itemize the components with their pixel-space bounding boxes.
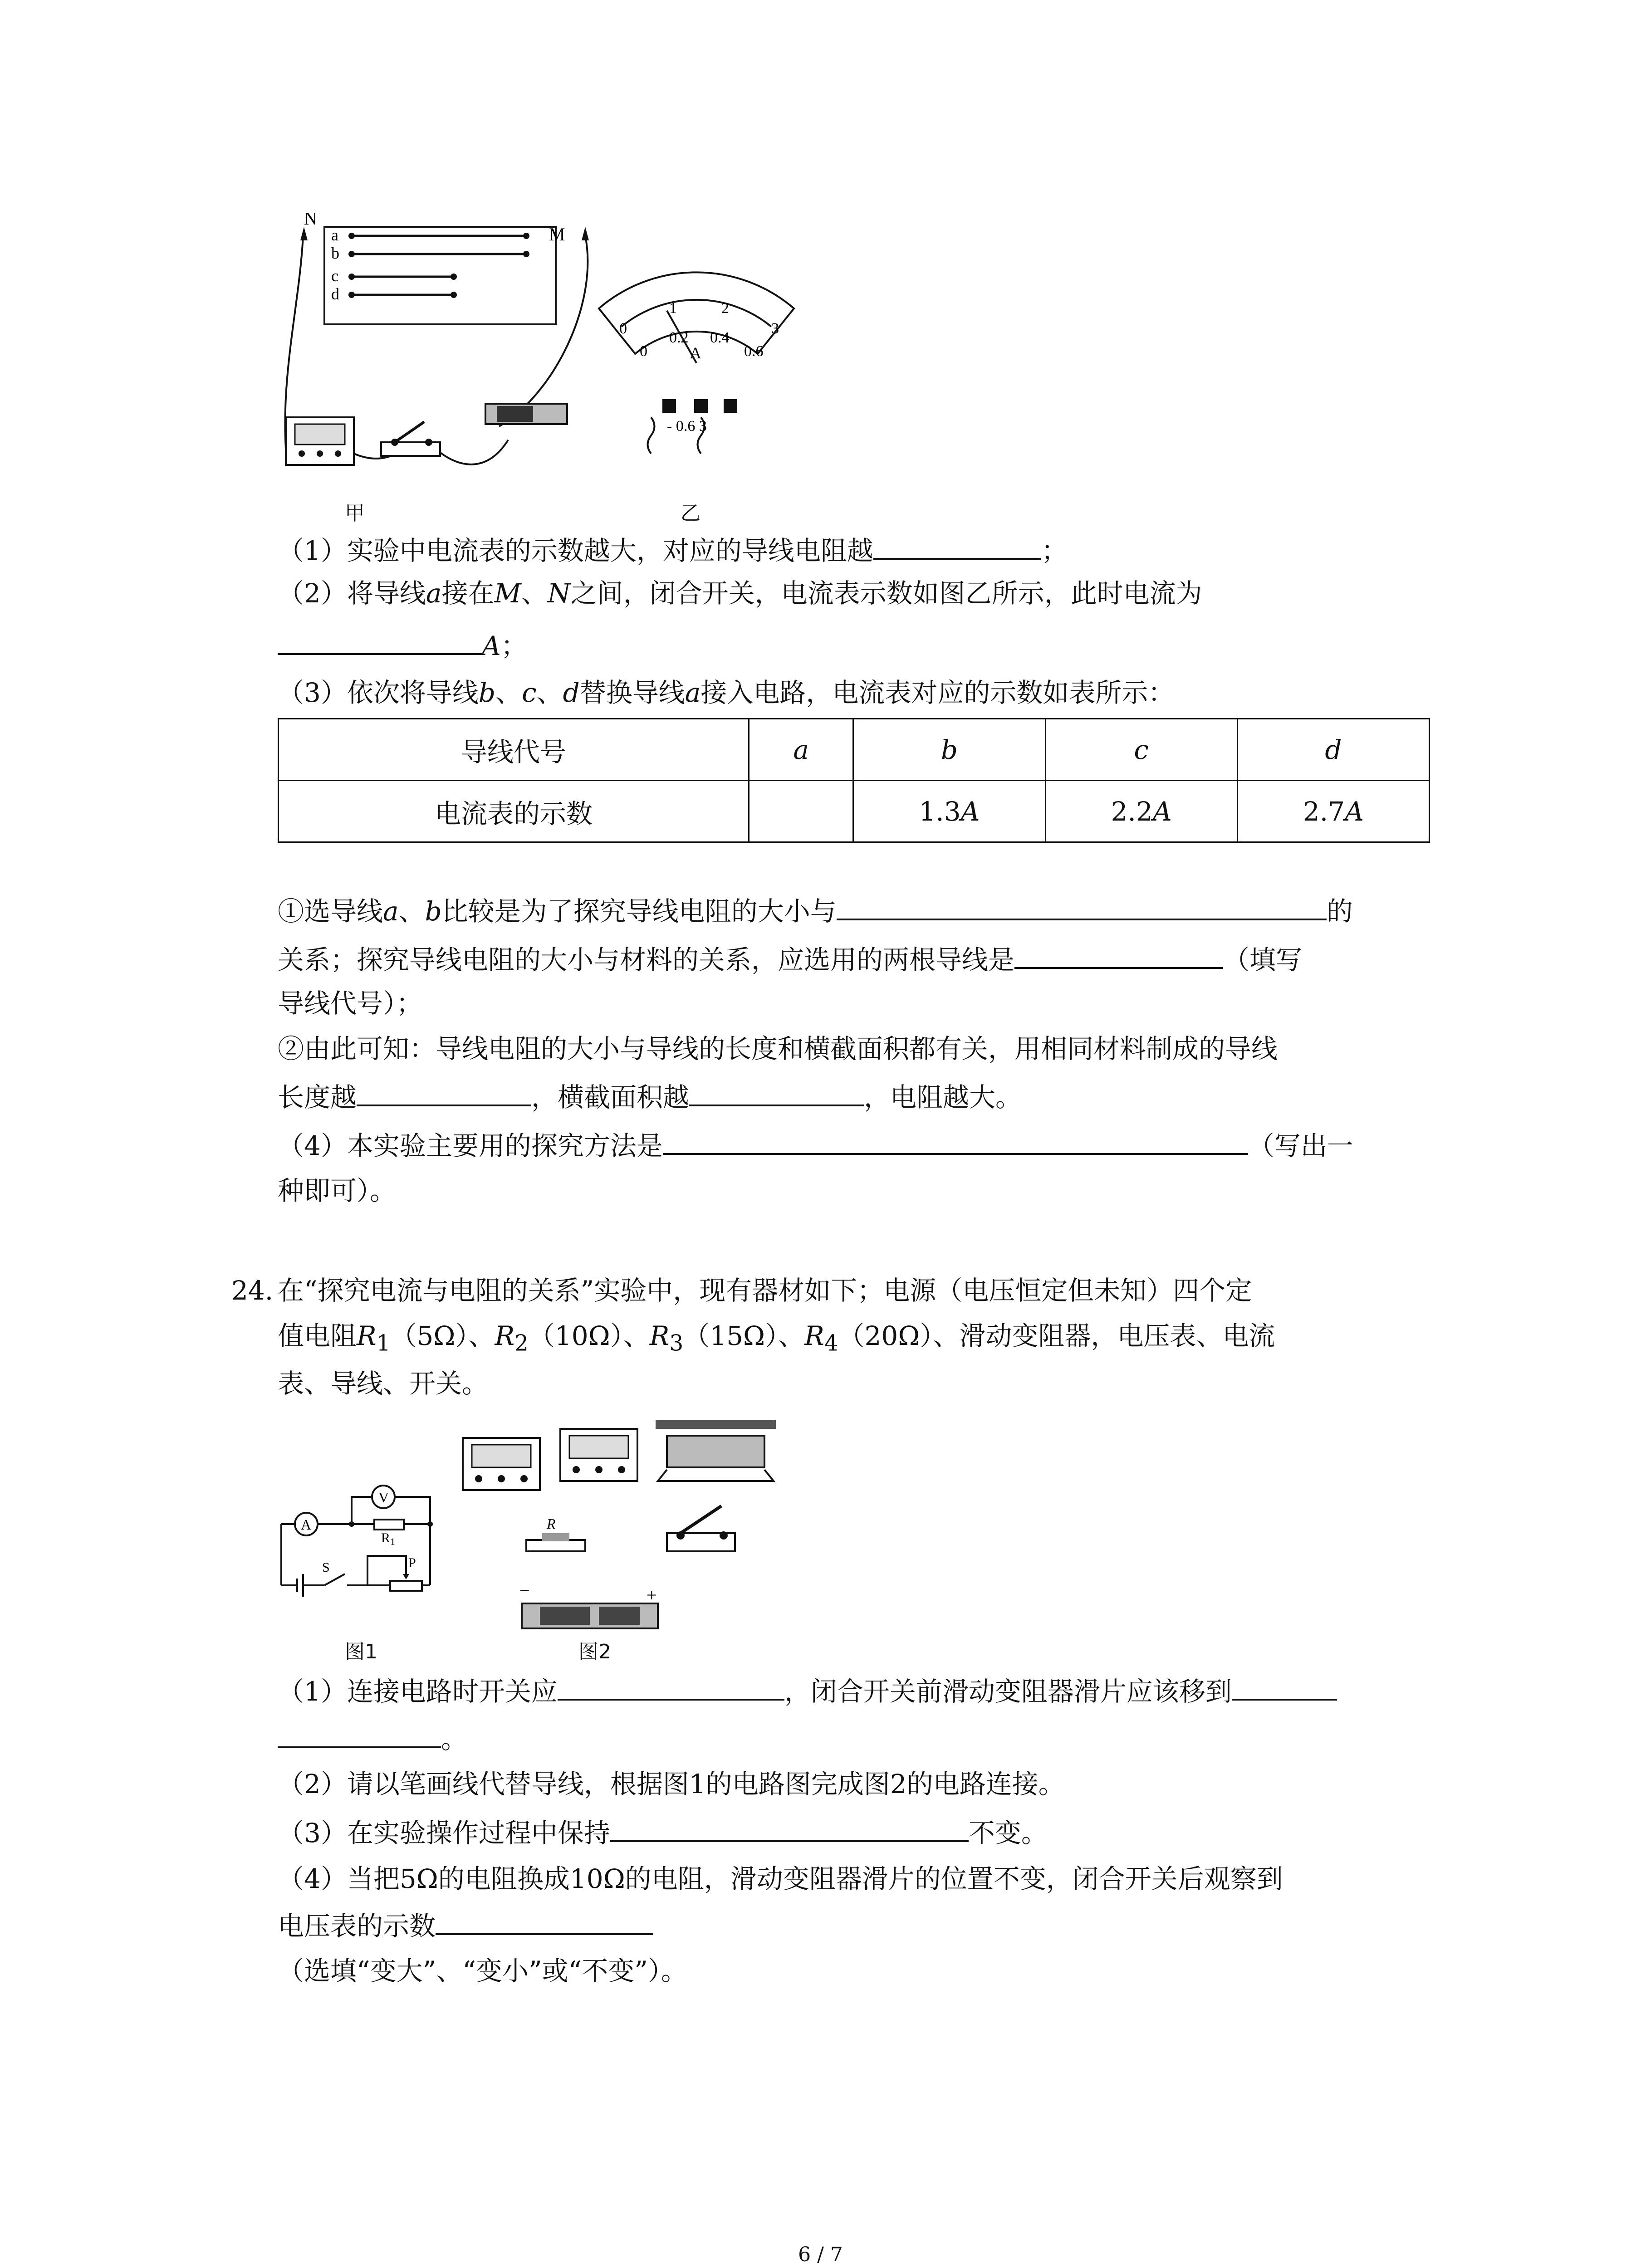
- label-c: c: [331, 267, 338, 285]
- q23-part4-line2: 种即可）。: [278, 1175, 397, 1206]
- battery-plus: +: [647, 1585, 657, 1605]
- table-cell-c: c: [1045, 719, 1237, 781]
- table-cell-d: d: [1237, 719, 1429, 781]
- meter-tick-bottom-2: 0.4: [710, 329, 730, 346]
- q24-part4-line3: （选填“变大”、“变小”或“不变”）。: [278, 1955, 687, 1986]
- figure-label-yi: 乙: [681, 502, 700, 525]
- q23-sub1-line2: 关系；探究导线电阻的大小与材料的关系，应选用的两根导线是 （填写: [278, 940, 1302, 978]
- meter-tick-top-2: 2: [721, 300, 729, 317]
- label-d: d: [331, 285, 339, 303]
- blank-current[interactable]: [278, 626, 482, 655]
- q23-part3: （3）依次将导线b、c、d替换导线a接入电路，电流表对应的示数如表所示：: [278, 677, 1175, 708]
- meter-tick-top-1: 1: [669, 300, 677, 317]
- figure-2-equipment: [454, 1420, 794, 1656]
- q23-sub1-line3: 导线代号）；: [278, 988, 423, 1019]
- q23-part2: （2）将导线a接在M、N之间，闭合开关，电流表示数如图乙所示，此时电流为: [278, 578, 1202, 609]
- blank-switch-state[interactable]: [558, 1672, 784, 1701]
- meter-tick-bottom-1: 0.2: [669, 329, 689, 346]
- table-row: [279, 719, 1430, 781]
- blank-slider-pos-b[interactable]: [278, 1719, 441, 1748]
- blank-length[interactable]: [357, 1077, 531, 1106]
- blank-voltmeter-change[interactable]: [436, 1906, 653, 1935]
- q24-part1: （1）连接电路时开关应 ，闭合开关前滑动变阻器滑片应该移到: [278, 1672, 1337, 1710]
- figure-label-1: 图1: [345, 1640, 377, 1663]
- resistor-label-R: R: [547, 1515, 556, 1532]
- q23-part1: （1）实验中电流表的示数越大，对应的导线电阻越 ；: [278, 531, 1068, 569]
- battery-minus: −: [519, 1580, 530, 1601]
- q23-sub2-line2: 长度越 ，横截面积越 ，电阻越大。: [278, 1077, 1022, 1115]
- label-a: a: [331, 226, 338, 244]
- q24-number: 24.: [231, 1275, 274, 1306]
- label-M: M: [549, 224, 565, 244]
- q24-part4: （4）当把5Ω的电阻换成10Ω的电阻，滑动变阻器滑片的位置不变，闭合开关后观察到: [278, 1863, 1283, 1894]
- label-b: b: [331, 244, 339, 262]
- label-N: N: [304, 213, 317, 229]
- symbol-R1: $R_1$: [381, 1530, 396, 1547]
- figure-label-jia: 甲: [345, 502, 365, 525]
- q23-part2-line2: A；: [278, 626, 527, 664]
- table-value-a[interactable]: [749, 781, 853, 842]
- wire-current-table: [278, 718, 1430, 843]
- figure-label-2: 图2: [578, 1640, 611, 1663]
- table-row: [279, 781, 1430, 842]
- q24-part2: （2）请以笔画线代替导线，根据图1的电路图完成图2的电路连接。: [278, 1769, 1065, 1799]
- page-number: 6 / 7: [798, 2243, 843, 2266]
- blank-resistance[interactable]: [873, 531, 1041, 560]
- symbol-S: S: [322, 1560, 330, 1575]
- meter-tick-bottom-0: 0: [640, 343, 647, 360]
- blank-slider-pos-a[interactable]: [1232, 1672, 1337, 1701]
- table-head-reading: 电流表的示数: [279, 781, 749, 842]
- table-value-c: 2.2A: [1045, 781, 1237, 842]
- figure-jia-circuit: [272, 213, 907, 531]
- table-cell-a: a: [749, 719, 853, 781]
- symbol-A: A: [301, 1516, 312, 1533]
- q24-stem-line2: 值电阻$R_1(5\Omega)$、$R_2(10\Omega)$、$R_3(15\Omega)$、$R_4(20\Omega)$、滑动变阻器，电压表、电流: [278, 1320, 1275, 1356]
- q23-part4: （4）本实验主要用的探究方法是 （写出一: [278, 1126, 1353, 1164]
- symbol-P: P: [408, 1555, 416, 1570]
- symbol-V: V: [378, 1489, 389, 1505]
- q24-stem-line1: 在“探究电流与电阻的关系”实验中，现有器材如下；电源（电压恒定但未知）四个定: [278, 1275, 1252, 1306]
- table-value-d: 2.7A: [1237, 781, 1429, 842]
- meter-tick-bottom-3: 0.6: [744, 343, 764, 360]
- q23-sub2: ②由此可知：导线电阻的大小与导线的长度和横截面积都有关，用相同材料制成的导线: [278, 1033, 1278, 1064]
- blank-area[interactable]: [689, 1077, 864, 1106]
- meter-tick-top-3: 3: [771, 320, 779, 337]
- blank-factor[interactable]: [837, 891, 1327, 920]
- figure-1-circuit-diagram: [277, 1483, 440, 1619]
- terminal-labels: - 0.6 3: [667, 418, 707, 435]
- table-cell-b: b: [853, 719, 1045, 781]
- q24-stem-line3: 表、导线、开关。: [278, 1368, 489, 1399]
- table-value-b: 1.3A: [853, 781, 1045, 842]
- meter-unit: A: [690, 344, 701, 362]
- blank-wire-codes[interactable]: [1014, 940, 1223, 969]
- blank-constant-quantity[interactable]: [610, 1813, 969, 1842]
- q23-sub1: ①选导线a、b比较是为了探究导线电阻的大小与 的: [278, 891, 1353, 929]
- q24-part3: （3）在实验操作过程中保持 不变。: [278, 1813, 1048, 1851]
- q24-part1-line2: 。: [278, 1719, 467, 1757]
- q24-part4-line2: 电压表的示数: [278, 1906, 653, 1944]
- table-head-code: 导线代号: [279, 719, 749, 781]
- blank-method[interactable]: [663, 1126, 1248, 1155]
- meter-tick-top-0: 0: [619, 320, 627, 337]
